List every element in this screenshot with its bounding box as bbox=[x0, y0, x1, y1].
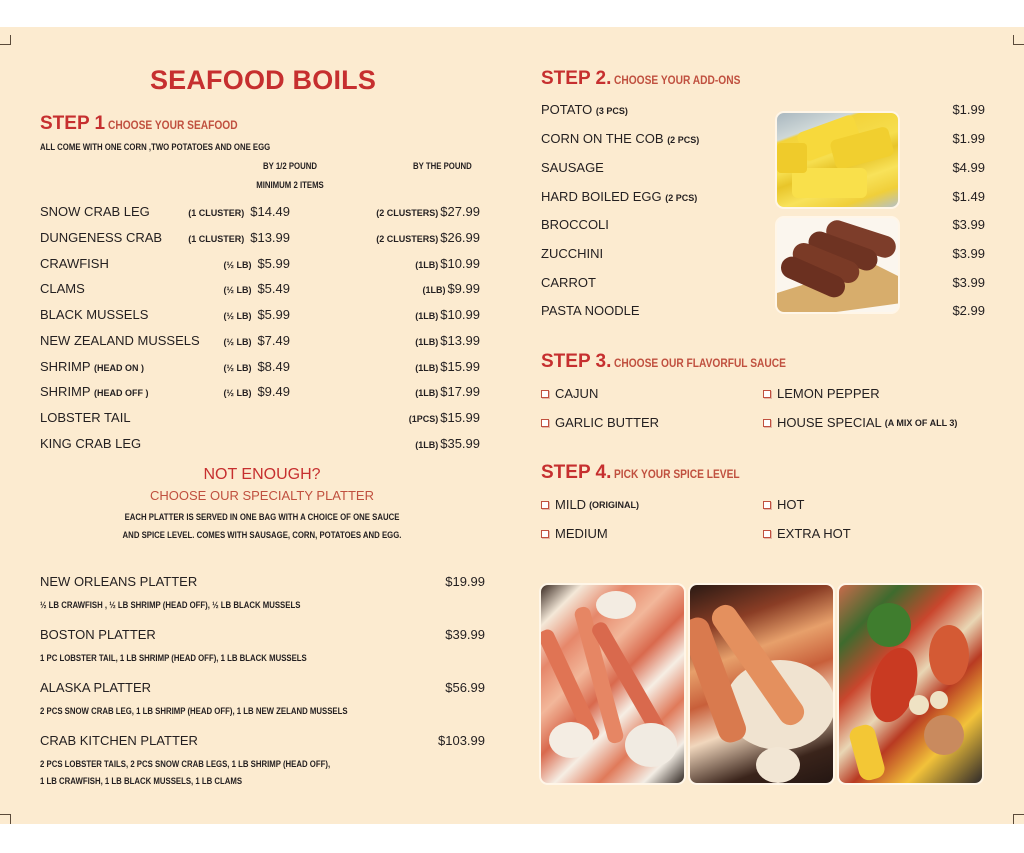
crop-mark bbox=[1013, 35, 1024, 45]
pound-unit: (2 CLUSTERS) bbox=[376, 208, 439, 218]
option-label: MILD bbox=[555, 497, 587, 512]
pound-price bbox=[415, 359, 480, 374]
snow-crab-photo bbox=[539, 583, 686, 785]
half-pound-price bbox=[188, 204, 290, 219]
addon-name-text: HARD BOILED EGG bbox=[541, 189, 662, 204]
addon-item-row bbox=[541, 131, 985, 149]
seafood-item-row bbox=[40, 281, 480, 299]
step1-heading: STEP 1 CHOOSE YOUR SEAFOOD bbox=[40, 113, 238, 134]
seafood-name-text: CRAWFISH bbox=[40, 256, 109, 271]
crop-mark bbox=[1013, 814, 1024, 824]
option-label: LEMON PEPPER bbox=[777, 386, 880, 401]
platter-price: $56.99 bbox=[445, 680, 485, 695]
seafood-name bbox=[40, 281, 85, 296]
pound-unit: (1LB) bbox=[415, 337, 439, 347]
pound-unit: (1LB) bbox=[415, 311, 439, 321]
half-pound-amount: $5.99 bbox=[257, 307, 290, 322]
pound-unit: (1LB) bbox=[415, 363, 439, 373]
pound-unit: (1LB) bbox=[415, 388, 439, 398]
platter-name: CRAB KITCHEN PLATTER bbox=[40, 733, 198, 748]
seafood-item-row bbox=[40, 256, 480, 274]
step4-option[interactable] bbox=[763, 526, 851, 541]
addon-item-row bbox=[541, 217, 985, 235]
pound-price bbox=[415, 436, 480, 451]
seafood-name bbox=[40, 230, 162, 245]
half-pound-amount: $14.49 bbox=[250, 204, 290, 219]
addon-price: $1.99 bbox=[952, 102, 985, 117]
step3-option[interactable] bbox=[763, 386, 880, 401]
col-half-header: BY 1/2 POUND bbox=[263, 161, 317, 172]
seafood-name bbox=[40, 436, 141, 451]
platter-desc-line: 1 PC LOBSTER TAIL, 1 LB SHRIMP (HEAD OFF), 1 LB BLACK MUSSELS bbox=[40, 653, 307, 664]
platter-desc-line: 2 PCS SNOW CRAB LEG, 1 LB SHRIMP (HEAD OFF), 1 LB NEW ZELAND MUSSELS bbox=[40, 706, 348, 717]
checkbox-icon[interactable] bbox=[763, 419, 771, 427]
addon-name bbox=[541, 246, 603, 261]
half-pound-unit: (½ LB) bbox=[223, 337, 252, 347]
seafood-name-text: LOBSTER TAIL bbox=[40, 410, 131, 425]
seafood-name-note: (HEAD ON ) bbox=[93, 363, 144, 373]
king-crab-icon bbox=[690, 585, 835, 785]
seafood-item-row bbox=[40, 230, 480, 248]
pound-amount: $10.99 bbox=[440, 307, 480, 322]
seafood-boil-photo bbox=[837, 583, 984, 785]
seafood-item-row bbox=[40, 359, 480, 377]
half-pound-amount: $13.99 bbox=[250, 230, 290, 245]
checkbox-icon[interactable] bbox=[541, 419, 549, 427]
pound-price bbox=[415, 256, 480, 271]
platter-desc-line: 2 PCS LOBSTER TAILS, 2 PCS SNOW CRAB LEGS, 1 LB SHRIMP (HEAD OFF), bbox=[40, 759, 331, 770]
platter-description bbox=[40, 756, 330, 790]
pound-amount: $9.99 bbox=[447, 281, 480, 296]
half-pound-price bbox=[223, 333, 290, 348]
step3-option[interactable] bbox=[541, 386, 598, 401]
half-pound-price bbox=[223, 256, 290, 271]
platter-price: $39.99 bbox=[445, 627, 485, 642]
addon-name-text: CARROT bbox=[541, 275, 596, 290]
half-pound-unit: (½ LB) bbox=[223, 311, 252, 321]
seafood-boil-icon bbox=[839, 585, 984, 785]
seafood-name-text: BLACK MUSSELS bbox=[40, 307, 149, 322]
half-pound-price bbox=[223, 384, 290, 399]
option-label: MEDIUM bbox=[555, 526, 608, 541]
pound-amount: $15.99 bbox=[440, 410, 480, 425]
pound-unit: (1LB) bbox=[422, 285, 446, 295]
half-pound-unit: (½ LB) bbox=[223, 285, 252, 295]
addon-price: $2.99 bbox=[952, 303, 985, 318]
addon-item-row bbox=[541, 189, 985, 207]
addon-name-note: (2 PCS) bbox=[667, 135, 700, 145]
platter-description bbox=[40, 703, 348, 720]
half-pound-price bbox=[223, 359, 290, 374]
seafood-name-text: SHRIMP bbox=[40, 384, 91, 399]
addon-name bbox=[541, 160, 604, 175]
addon-name bbox=[541, 217, 609, 232]
half-pound-unit: (1 CLUSTER) bbox=[188, 208, 245, 218]
seafood-name-text: NEW ZEALAND MUSSELS bbox=[40, 333, 200, 348]
seafood-item-row bbox=[40, 436, 480, 454]
checkbox-icon[interactable] bbox=[763, 530, 771, 538]
crop-mark bbox=[0, 814, 11, 824]
seafood-item-row bbox=[40, 204, 480, 222]
pound-amount: $27.99 bbox=[440, 204, 480, 219]
half-pound-amount: $5.49 bbox=[257, 281, 290, 296]
pound-amount: $13.99 bbox=[440, 333, 480, 348]
pound-price bbox=[376, 230, 480, 245]
pound-price bbox=[415, 333, 480, 348]
seafood-item-row bbox=[40, 307, 480, 325]
page-title: SEAFOOD BOILS bbox=[149, 65, 377, 95]
addon-price: $3.99 bbox=[952, 275, 985, 290]
platter-note-2: AND SPICE LEVEL. COMES WITH SAUSAGE, CORN, POTATOES AND EGG. bbox=[122, 530, 402, 541]
platter-name: BOSTON PLATTER bbox=[40, 627, 156, 642]
seafood-name bbox=[40, 359, 144, 374]
addon-name-text: ZUCCHINI bbox=[541, 246, 604, 261]
seafood-item-row bbox=[40, 333, 480, 351]
platter-desc-line: 1 LB CRAWFISH, 1 LB BLACK MUSSELS, 1 LB CLAMS bbox=[40, 776, 243, 787]
checkbox-icon[interactable] bbox=[541, 530, 549, 538]
seafood-name bbox=[40, 307, 148, 322]
half-pound-amount: $8.49 bbox=[257, 359, 290, 374]
option-label: GARLIC BUTTER bbox=[555, 415, 660, 430]
half-pound-amount: $7.49 bbox=[257, 333, 290, 348]
seafood-name bbox=[40, 410, 131, 425]
addon-item-row bbox=[541, 102, 985, 120]
addon-price: $1.49 bbox=[952, 189, 985, 204]
pound-unit: (1LB) bbox=[415, 260, 439, 270]
platter-name: ALASKA PLATTER bbox=[40, 680, 152, 695]
step3-option[interactable] bbox=[763, 415, 957, 430]
option-note: (A MIX OF ALL 3) bbox=[884, 417, 958, 428]
pound-price bbox=[409, 410, 480, 425]
crop-mark bbox=[0, 35, 11, 45]
col-half-min-note: MINIMUM 2 ITEMS bbox=[256, 180, 324, 191]
step4-heading: STEP 4. PICK YOUR SPICE LEVEL bbox=[541, 462, 741, 483]
half-pound-unit: (½ LB) bbox=[223, 260, 252, 270]
addon-name-text: CORN ON THE COB bbox=[541, 131, 664, 146]
pound-price bbox=[376, 204, 480, 219]
seafood-name bbox=[40, 333, 200, 348]
half-pound-price bbox=[223, 281, 290, 296]
option-label: EXTRA HOT bbox=[777, 526, 851, 541]
checkbox-icon[interactable] bbox=[763, 501, 771, 509]
platter-description bbox=[40, 650, 307, 667]
half-pound-unit: (½ LB) bbox=[223, 388, 252, 398]
pound-amount: $15.99 bbox=[440, 359, 480, 374]
half-pound-price bbox=[223, 307, 290, 322]
addon-name bbox=[541, 102, 628, 117]
corn-icon bbox=[777, 113, 900, 209]
seafood-name-text: KING CRAB LEG bbox=[40, 436, 142, 451]
platter-price: $103.99 bbox=[438, 733, 485, 748]
platter-description bbox=[40, 597, 300, 614]
seafood-item-row bbox=[40, 410, 480, 428]
addon-name-note: (2 PCS) bbox=[665, 193, 698, 203]
addon-item-row bbox=[541, 160, 985, 178]
pound-price bbox=[415, 307, 480, 322]
addon-item-row bbox=[541, 275, 985, 293]
addon-item-row bbox=[541, 303, 985, 321]
seafood-item-row bbox=[40, 384, 480, 402]
seafood-name-note: (HEAD OFF ) bbox=[93, 388, 149, 398]
addon-name-note: (3 PCS) bbox=[595, 106, 628, 116]
seafood-name bbox=[40, 204, 150, 219]
option-label: CAJUN bbox=[555, 386, 599, 401]
col-pound-header: BY THE POUND bbox=[413, 161, 472, 172]
checkbox-icon[interactable] bbox=[763, 390, 771, 398]
option-label: HOT bbox=[777, 497, 805, 512]
pound-amount: $35.99 bbox=[440, 436, 480, 451]
addon-name-text: POTATO bbox=[541, 102, 593, 117]
addon-item-row bbox=[541, 246, 985, 264]
step4-option[interactable] bbox=[763, 497, 804, 512]
king-crab-photo bbox=[688, 583, 835, 785]
step4-option[interactable] bbox=[541, 526, 608, 541]
half-pound-unit: (½ LB) bbox=[223, 363, 252, 373]
platter-name: NEW ORLEANS PLATTER bbox=[40, 574, 198, 589]
addon-price: $4.99 bbox=[952, 160, 985, 175]
half-pound-amount: $9.49 bbox=[257, 384, 290, 399]
addon-name-text: SAUSAGE bbox=[541, 160, 604, 175]
platter-note-1: EACH PLATTER IS SERVED IN ONE BAG WITH A CHOICE OF ONE SAUCE bbox=[124, 512, 400, 523]
step4-option[interactable] bbox=[541, 497, 639, 512]
option-note: (ORIGINAL) bbox=[589, 499, 640, 510]
addon-name-text: BROCCOLI bbox=[541, 217, 609, 232]
addon-name bbox=[541, 131, 699, 146]
seafood-name-text: SNOW CRAB LEG bbox=[40, 204, 150, 219]
step3-heading: STEP 3. CHOOSE OUR FLAVORFUL SAUCE bbox=[541, 351, 787, 372]
pound-unit: (1LB) bbox=[415, 440, 439, 450]
addon-price: $3.99 bbox=[952, 246, 985, 261]
half-pound-unit: (1 CLUSTER) bbox=[188, 234, 245, 244]
addon-price: $1.99 bbox=[952, 131, 985, 146]
pound-amount: $17.99 bbox=[440, 384, 480, 399]
addon-name bbox=[541, 303, 640, 318]
crab-legs-icon bbox=[541, 585, 686, 785]
step3-option[interactable] bbox=[541, 415, 659, 430]
checkbox-icon[interactable] bbox=[541, 390, 549, 398]
seafood-name bbox=[40, 384, 148, 399]
addon-name-text: PASTA NOODLE bbox=[541, 303, 640, 318]
addon-name bbox=[541, 275, 596, 290]
pound-unit: (2 CLUSTERS) bbox=[376, 234, 439, 244]
seafood-name bbox=[40, 256, 109, 271]
platter-price: $19.99 bbox=[445, 574, 485, 589]
pound-amount: $26.99 bbox=[440, 230, 480, 245]
sausage-photo bbox=[775, 216, 900, 314]
corn-photo bbox=[775, 111, 900, 209]
platter-heading: NOT ENOUGH? bbox=[203, 466, 321, 483]
half-pound-price bbox=[188, 230, 290, 245]
pound-amount: $10.99 bbox=[440, 256, 480, 271]
addon-price: $3.99 bbox=[952, 217, 985, 232]
step2-heading: STEP 2. CHOOSE YOUR ADD-ONS bbox=[541, 68, 741, 89]
pound-price bbox=[422, 281, 480, 296]
pound-price bbox=[415, 384, 480, 399]
half-pound-amount: $5.99 bbox=[257, 256, 290, 271]
seafood-name-text: DUNGENESS CRAB bbox=[40, 230, 163, 245]
addon-name bbox=[541, 189, 697, 204]
option-label: HOUSE SPECIAL bbox=[777, 415, 882, 430]
sausage-icon bbox=[777, 218, 900, 314]
platter-desc-line: ½ LB CRAWFISH , ½ LB SHRIMP (HEAD OFF), ½ LB BLACK MUSSELS bbox=[40, 600, 301, 611]
pound-unit: (1PCS) bbox=[408, 414, 439, 424]
step1-note: ALL COME WITH ONE CORN ,TWO POTATOES AND ONE EGG bbox=[40, 142, 271, 153]
platter-subheading: CHOOSE OUR SPECIALTY PLATTER bbox=[150, 488, 374, 503]
seafood-name-text: SHRIMP bbox=[40, 359, 91, 374]
checkbox-icon[interactable] bbox=[541, 501, 549, 509]
seafood-name-text: CLAMS bbox=[40, 281, 85, 296]
